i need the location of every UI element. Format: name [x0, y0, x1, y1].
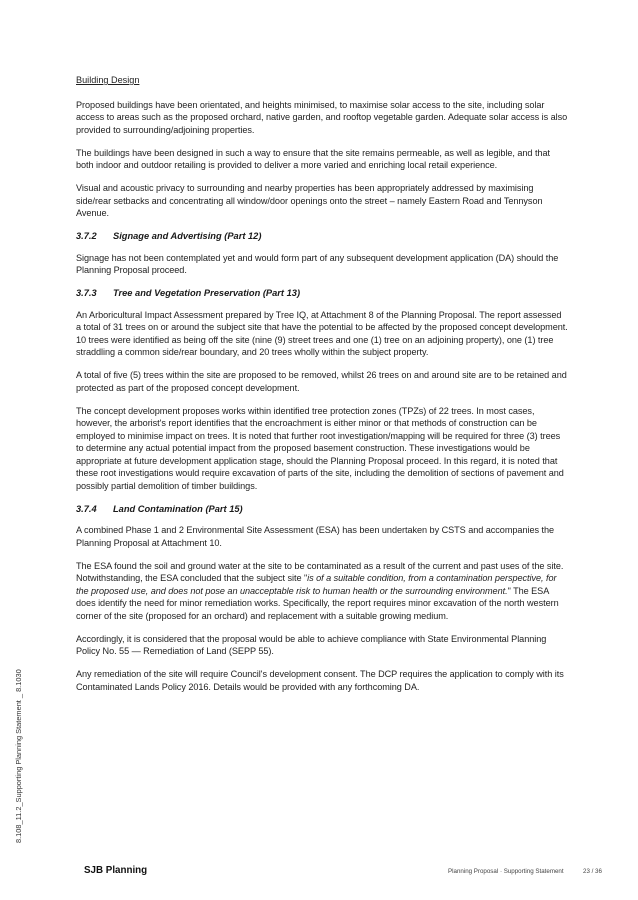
section-number: 3.7.3	[76, 288, 97, 298]
paragraph-with-quote	[76, 560, 568, 623]
text: The ESA found the soil and ground water at the site to be contaminated as a result of the current and past uses of the site. Notwithstanding, the ESA concluded that the subject site "	[76, 560, 564, 583]
section-heading-3-7-2	[76, 230, 568, 243]
section-heading-3-7-3	[76, 287, 568, 300]
paragraph: The buildings have been designed in such a way to ensure that the site remains permeable, as well as legible, and that both indoor and outdoor retailing is provided to deliver a more varied and enriching local retail experience.	[76, 147, 550, 170]
page-content	[76, 74, 568, 704]
paragraph: A combined Phase 1 and 2 Environmental Site Assessment (ESA) has been undertaken by CSTS and accompanies the Planning Proposal at Attachment 10.	[76, 525, 554, 548]
section-number: 3.7.2	[76, 231, 97, 241]
paragraph: Visual and acoustic privacy to surrounding and nearby properties has been appropriately addressed by maximising side/rear setbacks and concentrating all window/door openings onto the street – namely Eastern Road and Tennyson Avenue.	[76, 183, 543, 218]
section-heading-3-7-4	[76, 503, 568, 516]
paragraph: Accordingly, it is considered that the proposal would be able to achieve compliance with State Environmental Planning Policy No. 55 — Remediation of Land (SEPP 55).	[76, 633, 547, 656]
paragraph: An Arboricultural Impact Assessment prepared by Tree IQ, at Attachment 8 of the Planning Proposal. The report assessed a total of 31 trees on or around the subject site that have the potential to be affected by the proposed concept development. 10 trees were identified as being off the site (nine (9) street trees and one (1) tree on an adjoining property), one (1) tree straddling a common side/rear boundary, and 20 trees wholly within the subject property.	[76, 309, 568, 357]
paragraph: Signage has not been contemplated yet and would form part of any subsequent development application (DA) should the Planning Proposal proceed.	[76, 252, 559, 275]
footer-page-number: 23 / 36	[583, 868, 602, 875]
footer-document-title: Planning Proposal · Supporting Statement	[448, 868, 564, 875]
section-title: Signage and Advertising (Part 12)	[113, 231, 262, 241]
section-title: Tree and Vegetation Preservation (Part 13)	[113, 288, 301, 298]
section-number: 3.7.4	[76, 503, 97, 514]
footer-brand: SJB Planning	[84, 865, 148, 876]
paragraph: The concept development proposes works within identified tree protection zones (TPZs) of 22 trees. In most cases, however, the arborist's report identifies that the encroachment is either minor or that methods of construction can be employed to minimise impact on trees. It is noted that further root investigation/mapping will be required for three (3) trees to determine any actual potential impact from the proposed basement construction. These investigations would be appropriate at future development application stage, should the Planning Proposal proceed. In this regard, it is noted that these root investigations would require excavation of parts of the site, including the demolition of sections of pavement and possibly partial demolition of timber buildings.	[76, 405, 564, 491]
paragraph: Any remediation of the site will require Council's development consent. The DCP requires the application to comply with its Contaminated Lands Policy 2016. Details would be provided with any forthcoming DA.	[76, 669, 564, 692]
section-title: Land Contamination (Part 15)	[113, 503, 243, 514]
building-design-heading: Building Design	[76, 75, 140, 85]
side-reference: 8.108_11.2_Supporting Planning Statement _ 8.1030	[14, 669, 23, 843]
text: " The ESA does identify the need for minor remediation works. Specifically, the report requires minor excavation of the north western corner of the site (proposed for an orchard) and replacement with a suitable growing medium.	[76, 585, 559, 621]
paragraph: A total of five (5) trees within the site are proposed to be removed, whilst 26 trees on and around site are to be retained and protected as part of the proposed concept development.	[76, 370, 567, 393]
paragraph: Proposed buildings have been orientated, and heights minimised, to maximise solar access to the site, including solar access to areas such as the proposed orchard, native garden, and rooftop vegetable garden. Adequate solar access is also provided to surrounding/adjoining properties.	[76, 99, 568, 135]
quoted-text: is of a suitable condition, from a contamination perspective, for the proposed use, and does not pose an unacceptable risk to human health or the surrounding environment.	[76, 573, 557, 596]
